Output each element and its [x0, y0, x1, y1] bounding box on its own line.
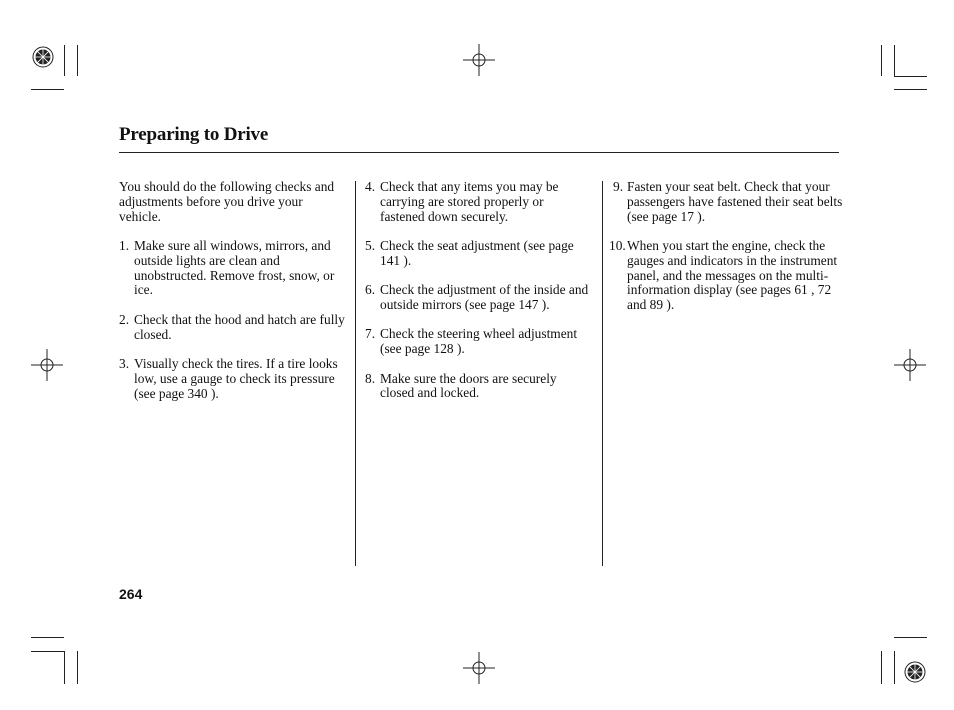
item-text: Check the steering wheel adjustment (see page 128 ).: [380, 326, 578, 357]
item-number: 1.: [119, 237, 130, 253]
registration-crosshair-icon: [894, 349, 926, 381]
item-text: Check the seat adjustment (see page 141 ).: [380, 237, 574, 268]
item-text: Fasten your seat belt. Check that your passengers have fastened their seat belts (see page 17 ).: [627, 179, 843, 224]
item-number: 7.: [365, 326, 376, 342]
list-item: [365, 283, 591, 313]
item-number: 3.: [119, 355, 130, 371]
column-divider: [355, 181, 356, 566]
item-number: 5.: [365, 237, 376, 253]
title-rule: [119, 152, 839, 153]
list-item: [611, 239, 843, 313]
item-text: Visually check the tires. If a tire looks low, use a gauge to check its pressure (see page 340 ).: [134, 355, 338, 401]
list-item: [365, 180, 591, 224]
item-text: Make sure the doors are securely closed and locked.: [380, 370, 557, 401]
page-number: 264: [119, 586, 143, 602]
item-text: Check that the hood and hatch are fully closed.: [134, 311, 345, 342]
item-text: When you start the engine, check the gauges and indicators in the instrument panel, and the messages on the multi-information display (see pages 61 , 72 and 89 ).: [627, 237, 838, 313]
list-item: [611, 180, 843, 224]
item-text: Check the adjustment of the inside and outside mirrors (see page 147 ).: [380, 282, 589, 312]
column-2: [365, 180, 591, 416]
column-1: [119, 180, 347, 416]
registration-crosshair-icon: [463, 44, 495, 76]
list-item: [365, 327, 591, 357]
item-number: 2.: [119, 311, 130, 327]
column-divider: [602, 181, 603, 566]
list-item: [119, 357, 347, 401]
list-item: [365, 372, 591, 402]
item-number: 10.: [609, 237, 626, 253]
item-number: 6.: [365, 282, 376, 298]
item-number: 8.: [365, 370, 376, 386]
list-item: [119, 239, 347, 298]
item-text: Check that any items you may be carrying are stored properly or fastened down securely.: [380, 179, 559, 224]
intro-paragraph: You should do the following checks and adjustments before you drive your vehicle.: [119, 179, 335, 224]
item-text: Make sure all windows, mirrors, and outside lights are clean and unobstructed. Remove frost, snow, or ice.: [134, 237, 335, 298]
list-item: [119, 313, 347, 343]
registration-crosshair-icon: [463, 652, 495, 684]
column-3: [611, 180, 843, 328]
list-item: [365, 239, 591, 269]
item-number: 9.: [613, 179, 624, 194]
registration-sunburst-icon: [32, 46, 54, 68]
page-title: Preparing to Drive: [119, 124, 269, 145]
registration-crosshair-icon: [31, 349, 63, 381]
item-number: 4.: [365, 179, 376, 194]
registration-sunburst-icon: [904, 661, 926, 683]
